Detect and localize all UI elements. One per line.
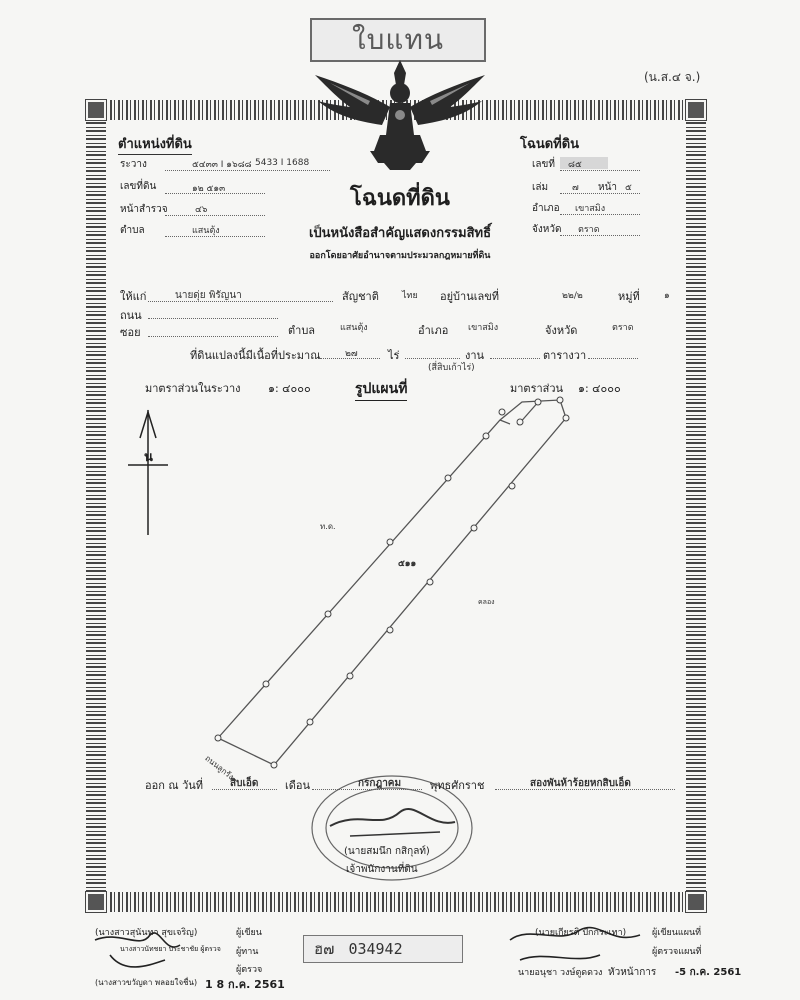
issued-at-label: ออก ณ วันที่ — [145, 779, 204, 792]
official-title: เจ้าพนักงานที่ดิน — [346, 864, 418, 875]
owner-tambon-label: ตำบล — [288, 324, 316, 337]
serial-number: 034942 — [348, 940, 403, 958]
north-label: น — [144, 450, 153, 465]
serial-number-box — [303, 935, 463, 963]
deed-no-value: ๘๕ — [568, 160, 582, 170]
owner-amphoe-label: อำเภอ — [418, 324, 449, 337]
surveyor-name: (นายเกียรติ ปักกระเทา) — [535, 928, 627, 938]
canal-label: คลอง — [478, 598, 495, 606]
volume-value: ๗ — [572, 183, 579, 193]
amphoe-label: อำเภอ — [532, 203, 560, 214]
issue-month: กรกฎาคม — [358, 778, 402, 789]
parcel-area-label: ๕๑๑ — [398, 559, 417, 569]
issue-year: สองพันห้าร้อยหกสิบเอ็ด — [530, 778, 631, 789]
reviewer-name: นางสาวนัทชยา ประชาชัย ผู้ตรวจ — [120, 945, 221, 953]
boundary-markers — [215, 397, 569, 768]
map-sheet-extra: 5433 I 1688 — [255, 158, 310, 168]
nationality-value: ไทย — [402, 291, 418, 301]
amphoe-value: เขาสมิง — [575, 204, 606, 214]
area-rai-value: ๒๗ — [345, 349, 358, 359]
soi-label: ซอย — [120, 326, 141, 339]
to-label: ให้แก่ — [120, 290, 147, 303]
area-intro: ที่ดินแปลงนี้มีเนื้อที่ประมาณ — [190, 349, 321, 362]
left-date-stamp: 1 8 ก.ค. 2561 — [205, 978, 285, 991]
owner-province-value: ตราด — [612, 323, 634, 333]
document-title: โฉนดที่ดิน — [350, 185, 450, 211]
deed-no-label: เลขที่ — [532, 159, 555, 170]
chief-role: หัวหน้าการ — [608, 967, 657, 978]
surveyor-role: ผู้เขียนแผนที่ — [652, 928, 702, 938]
north-arrow-icon — [128, 410, 168, 535]
official-name: (นายสมนึก กสิกุลท์) — [344, 846, 430, 857]
survey-page-value: ๔๖ — [195, 205, 208, 215]
location-heading: ตำแหน่งที่ดิน — [118, 133, 192, 155]
writer-role: ผู้เขียน — [236, 928, 262, 938]
map-sheet-label: ระวาง — [120, 159, 147, 170]
issue-day: สิบเอ็ด — [230, 778, 259, 789]
checker-role: ผู้ตรวจ — [236, 965, 263, 975]
page-label: หน้า — [598, 182, 618, 193]
chief-name: นายอนุชา วงษ์ตูดดวง — [518, 968, 603, 978]
document-subtitle: เป็นหนังสือสำคัญแสดงกรรมสิทธิ์ — [308, 226, 492, 241]
tambon-label: ตำบล — [120, 225, 145, 236]
tambon-value: แสนตุ้ง — [192, 226, 220, 236]
field-line — [312, 789, 422, 790]
page-value: ๕ — [625, 183, 632, 193]
area-note: (สี่สิบเก้าไร่) — [428, 363, 475, 373]
wa-label: ตารางวา — [543, 349, 587, 362]
map-title: รูปแผนที่ — [355, 378, 407, 401]
right-date-stamp: -5 ก.ค. 2561 — [675, 967, 742, 978]
form-code: (น.ส.๔ จ.) — [644, 70, 701, 84]
writer-name: (นางสาวสุนันทา สุขเจริญ) — [95, 928, 198, 938]
map-sheet-value: ๕๔๓๓ I ๑๖๘๘ — [192, 160, 252, 170]
map-checker-role: ผู้ตรวจแผนที่ — [652, 947, 702, 957]
year-label: พุทธศักราช — [430, 779, 485, 792]
province-label: จังหวัด — [532, 224, 562, 235]
deed-heading: โฉนดที่ดิน — [520, 137, 580, 152]
rai-label: ไร่ — [388, 349, 400, 362]
house-no-value: ๒๒/๒ — [562, 291, 583, 301]
owner-province-label: จังหวัด — [545, 324, 578, 337]
address-label: อยู่บ้านเลขที่ — [440, 290, 500, 303]
parcel-no-label: เลขที่ดิน — [120, 181, 157, 192]
parcel-boundary — [218, 400, 566, 765]
scale-left-label: มาตราส่วนในระวาง — [145, 382, 241, 395]
owner-tambon-value: แสนตุ้ง — [340, 323, 368, 333]
volume-label: เล่ม — [532, 182, 549, 193]
serial-prefix: ฮ๗ — [314, 940, 335, 958]
scale-left-value: ๑: ๔๐๐๐ — [268, 382, 311, 395]
checker-name: (นางสาวขวัญดา พลอยใจชื่น) — [95, 978, 198, 987]
road-side-label: ถนนลูกรัง — [203, 753, 236, 782]
owner-amphoe-value: เขาสมิง — [468, 323, 499, 333]
issued-under-text: ออกโดยอาศัยอำนาจตามประมวลกฎหมายที่ดิน — [309, 251, 491, 261]
moo-label: หมู่ที่ — [618, 290, 640, 303]
region-label: ท.ด. — [320, 522, 336, 531]
parcel-no-value: ๑๒ ๕๑๓ — [192, 184, 226, 194]
province-value: ตราด — [578, 225, 600, 235]
reviewer-role: ผู้ทาน — [236, 947, 259, 957]
field-line — [212, 789, 277, 790]
replacement-stamp: ใบแทน — [310, 18, 486, 62]
field-line — [495, 789, 675, 790]
nationality-label: สัญชาติ — [342, 290, 379, 303]
owner-name: นายดุ่ย พิรัญนา — [175, 290, 242, 301]
month-label: เดือน — [285, 779, 311, 792]
scale-right-value: ๑: ๔๐๐๐ — [578, 382, 621, 395]
survey-page-label: หน้าสำรวจ — [120, 204, 168, 215]
scale-right-label: มาตราส่วน — [510, 382, 564, 395]
road-label: ถนน — [120, 309, 142, 322]
ngan-label: งาน — [465, 349, 485, 362]
moo-value: ๑ — [664, 291, 670, 301]
